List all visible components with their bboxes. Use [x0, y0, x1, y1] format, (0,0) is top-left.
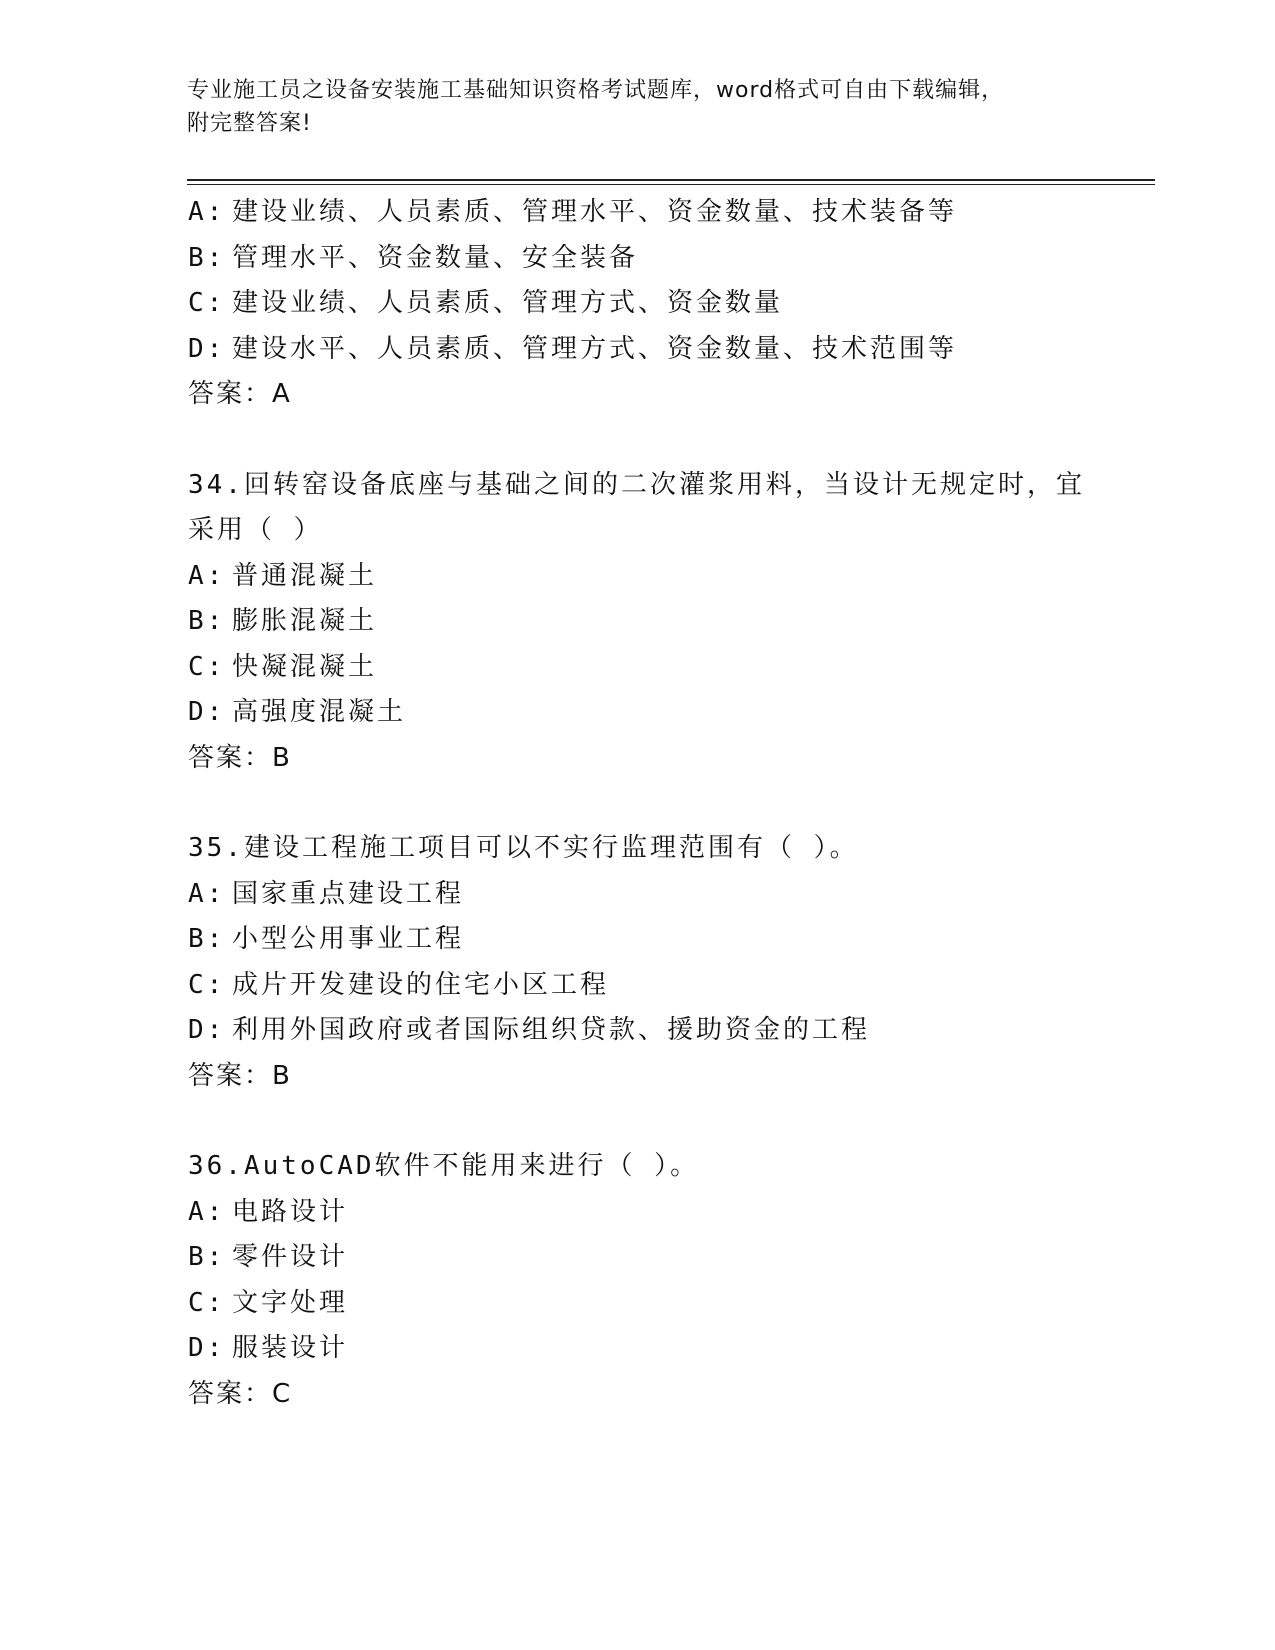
- option-a: [188, 1190, 1148, 1236]
- document-header: [187, 74, 1067, 140]
- option-text: 管理水平、资金数量、安全装备: [232, 242, 639, 273]
- option-a: [188, 190, 1148, 236]
- option-b: [188, 917, 1148, 963]
- option-key: A:: [188, 197, 226, 227]
- answer-line: 答案：A: [188, 379, 292, 409]
- option-key: D:: [188, 1015, 226, 1045]
- option-c: [188, 645, 1148, 691]
- option-key: B:: [188, 242, 226, 273]
- option-key: B:: [188, 606, 226, 636]
- option-text: 小型公用事业工程: [232, 924, 465, 954]
- option-key: C:: [188, 288, 226, 318]
- option-key: C:: [188, 969, 226, 1000]
- option-text: 建设业绩、人员素质、管理方式、资金数量: [232, 288, 784, 318]
- option-key: D:: [188, 333, 226, 364]
- option-key: B:: [188, 1242, 226, 1272]
- question-block-34: [188, 463, 1148, 782]
- option-text: 零件设计: [232, 1242, 349, 1272]
- option-text: 利用外国政府或者国际组织贷款、援助资金的工程: [232, 1015, 871, 1045]
- question-stem: 36.AutoCAD软件不能用来进行（ ）。: [188, 1151, 700, 1181]
- question-block-36: [188, 1144, 1148, 1417]
- answer-line: 答案：C: [188, 1378, 293, 1409]
- option-c: [188, 281, 1148, 327]
- option-key: D:: [188, 1333, 226, 1363]
- option-text: 成片开发建设的住宅小区工程: [232, 969, 610, 1000]
- option-a: [188, 872, 1148, 918]
- option-key: C:: [188, 651, 226, 682]
- header-divider: [187, 179, 1155, 181]
- option-b: [188, 1235, 1148, 1281]
- option-text: 普通混凝土: [232, 560, 378, 591]
- header-line-2: 附完整答案!: [187, 111, 312, 136]
- question-block-33: [188, 190, 1148, 418]
- option-d: [188, 327, 1148, 373]
- option-text: 服装设计: [232, 1333, 349, 1363]
- option-c: [188, 963, 1148, 1009]
- option-d: [188, 690, 1148, 736]
- option-a: [188, 554, 1148, 600]
- question-block-35: [188, 826, 1148, 1099]
- option-text: 膨胀混凝土: [232, 606, 378, 636]
- option-text: 电路设计: [232, 1196, 349, 1227]
- spacer: [188, 1099, 1148, 1144]
- question-stem: 34.回转窑设备底座与基础之间的二次灌浆用料，当设计无规定时，宜: [188, 469, 1085, 500]
- option-b: [188, 599, 1148, 645]
- option-key: A:: [188, 560, 226, 591]
- option-text: 建设水平、人员素质、管理方式、资金数量、技术范围等: [232, 333, 958, 364]
- option-text: 快凝混凝土: [232, 651, 378, 682]
- answer-line: 答案：B: [188, 1060, 292, 1091]
- option-text: 高强度混凝土: [232, 697, 407, 727]
- option-text: 建设业绩、人员素质、管理水平、资金数量、技术装备等: [232, 197, 958, 227]
- question-stem: 35.建设工程施工项目可以不实行监理范围有（ ）。: [188, 833, 859, 863]
- question-stem-continued: 采用（ ）: [188, 515, 323, 545]
- option-b: [188, 236, 1148, 282]
- option-c: [188, 1281, 1148, 1327]
- option-d: [188, 1008, 1148, 1054]
- option-key: B:: [188, 924, 226, 954]
- option-d: [188, 1326, 1148, 1372]
- spacer: [188, 781, 1148, 826]
- answer-line: 答案：B: [188, 742, 292, 773]
- option-key: A:: [188, 1196, 226, 1227]
- spacer: [188, 418, 1148, 463]
- option-key: C:: [188, 1287, 226, 1318]
- option-text: 文字处理: [232, 1287, 349, 1318]
- option-text: 国家重点建设工程: [232, 878, 465, 909]
- option-key: D:: [188, 697, 226, 727]
- header-line-1: 专业施工员之设备安装施工基础知识资格考试题库，word格式可自由下载编辑，: [187, 78, 1005, 103]
- question-list: [188, 190, 1148, 1417]
- option-key: A:: [188, 878, 226, 909]
- header-divider-thin: [187, 184, 1155, 185]
